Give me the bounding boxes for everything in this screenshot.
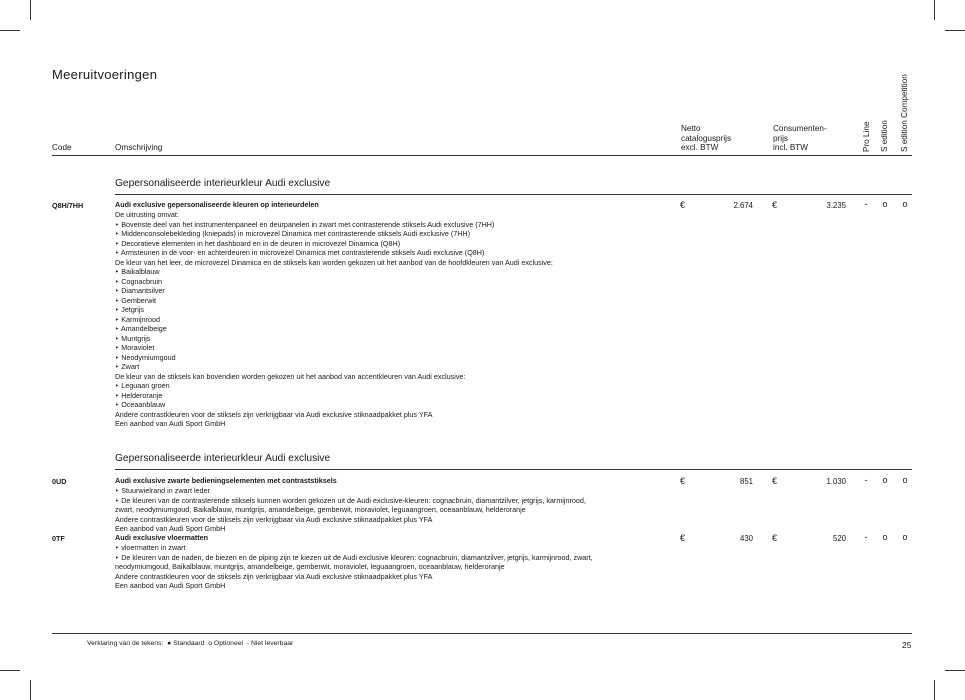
description-line: Andere contrastkleuren voor de stiksels zijn verkrijgbaar via Audi exclusive stiknaadpakket plus YFA: [115, 571, 433, 581]
header-version-s-edition: S edition: [880, 120, 889, 152]
description-line: De kleur van het leer, de microvezel Dinamica en de stiksels kan worden gekozen uit het aanbod van de hoofdkleuren van Audi exclusive:: [115, 257, 553, 267]
description-line: ‣ vloermatten in zwart: [115, 543, 186, 552]
availability-s-edition: o: [882, 475, 888, 485]
legend: [87, 640, 293, 647]
consumer-price: 520: [832, 534, 846, 543]
crop-mark: [0, 30, 20, 31]
description-line: ‣ De kleuren van de contrasterende stiksels kunnen worden gekozen uit de Audi exclusive-kleuren: cognacbruin, diamantzilver, jetgrijs, karmijnrood,: [115, 495, 586, 505]
item-title: [115, 533, 208, 543]
description-line: ‣ Neodymiumgoud: [115, 352, 176, 362]
availability-s-edition-competition: o: [902, 199, 908, 209]
description-line: ‣ Muntgrijs: [115, 333, 151, 343]
description-line: ‣ Middenconsolebekleding (kniepads) in microvezel Dinamica met contrasterende stiksels Audi exclusive (7HH): [115, 229, 470, 238]
description-line: De uitrusting omvat:: [115, 210, 179, 219]
item-title: [115, 200, 319, 210]
header-netto-line: Netto: [681, 124, 701, 133]
consumer-price: 3.235: [826, 201, 846, 210]
description-line: Een aanbod van Audi Sport GmbH: [115, 419, 226, 428]
availability-pro-line: -: [864, 532, 868, 542]
availability-pro-line: -: [864, 199, 868, 209]
description-line: Een aanbod van Audi Sport GmbH: [115, 524, 226, 533]
netto-currency: €: [680, 476, 686, 486]
description-line: ‣ Armsteunen in de voor- en achterdeuren in microvezel Dinamica met contrasterende stiksels Audi exclusive (Q8H): [115, 248, 485, 257]
consumer-currency: €: [772, 533, 778, 543]
footer-rule: [52, 633, 912, 634]
section-rule: [115, 469, 912, 470]
legend-not-available: - Niet leverbaar: [246, 640, 294, 647]
netto-currency: €: [680, 533, 686, 543]
crop-mark: [945, 670, 965, 671]
item-title-text: Audi exclusive gepersonaliseerde kleuren op interieurdelen: [115, 200, 319, 209]
header-version-s-edition-competition: S edition Competition: [900, 74, 909, 152]
page-title: Meeruitvoeringen: [52, 67, 158, 82]
item-title-text: Audi exclusive vloermatten: [115, 533, 209, 542]
section-heading: Gepersonaliseerde interieurkleur Audi exclusive: [115, 178, 331, 189]
item-code: 0UD: [52, 477, 67, 486]
legend-optional: o Optioneel: [208, 640, 244, 647]
description-line: ‣ Zwart: [115, 362, 140, 371]
description-line: ‣ Amandelbeige: [115, 324, 167, 333]
header-netto-line: catalogusprijs: [681, 133, 732, 143]
legend-standard: ● Standaard: [167, 640, 205, 647]
description-line: De kleur van de stiksels kan bovendien worden gekozen uit het aanbod van accentkleuren van Audi exclusive:: [115, 371, 466, 381]
item-title: [115, 476, 337, 486]
availability-s-edition: o: [882, 199, 888, 209]
description-line: ‣ Gemberwit: [115, 295, 156, 305]
crop-mark: [30, 0, 31, 20]
description-line: Een aanbod van Audi Sport GmbH: [115, 581, 226, 590]
netto-price: 851: [739, 477, 753, 486]
description-line: Andere contrastkleuren voor de stiksels zijn verkrijgbaar via Audi exclusive stiknaadpakket plus YFA: [115, 409, 433, 419]
header-netto-line: excl. BTW: [681, 143, 719, 152]
header-consumer: [773, 124, 827, 153]
netto-price: 430: [739, 534, 753, 543]
header-rule: [52, 155, 912, 156]
description-line: ‣ Karmijnrood: [115, 314, 160, 324]
description-line: ‣ Leguaan groen: [115, 381, 170, 390]
netto-price: 2.674: [733, 201, 753, 210]
legend-label: Verklaring van de tekens:: [87, 640, 164, 647]
description-line: ‣ Jetgrijs: [115, 305, 145, 314]
consumer-currency: €: [772, 200, 778, 210]
availability-s-edition-competition: o: [902, 532, 908, 542]
description-line: ‣ Diamantsilver: [115, 286, 165, 295]
header-consumer-line: incl. BTW: [773, 143, 809, 152]
description-line: zwart, neodymiumgoud, Baikalblauw, muntgrijs, amandelbeige, gemberwit, moraviolet, leguaangroen, oceaanblauw, helderoranje: [115, 505, 526, 514]
consumer-price: 1.030: [826, 477, 846, 486]
crop-mark: [934, 680, 935, 700]
section-heading: Gepersonaliseerde interieurkleur Audi exclusive: [115, 453, 331, 464]
netto-currency: €: [680, 200, 686, 210]
description-line: Andere contrastkleuren voor de stiksels zijn verkrijgbaar via Audi exclusive stiknaadpakket plus YFA: [115, 514, 433, 524]
availability-s-edition-competition: o: [902, 475, 908, 485]
section-rule: [115, 194, 912, 195]
description-line: ‣ Stuurwielrand in zwart leder: [115, 486, 210, 495]
header-code: Code: [52, 143, 72, 152]
page-number: 25: [902, 640, 912, 650]
item-code: 0TF: [52, 534, 65, 543]
crop-mark: [30, 680, 31, 700]
header-consumer-line: Consumenten-: [773, 124, 827, 133]
crop-mark: [934, 0, 935, 20]
description-line: ‣ Cognacbruin: [115, 276, 162, 286]
description-line: ‣ Decoratieve elementen in het dashboard en in de deuren in microvezel Dinamica (Q8H): [115, 238, 401, 248]
description-line: ‣ Helderoranje: [115, 390, 163, 400]
item-title-text: Audi exclusive zwarte bedieningselementen met contraststiksels: [115, 476, 337, 485]
availability-pro-line: -: [864, 475, 868, 485]
description-line: ‣ Bovenste deel van het instrumentenpaneel en deurpanelen in zwart met contrasterende stiksels Audi exclusive (7HH): [115, 219, 495, 229]
header-description: Omschrijving: [115, 143, 163, 152]
description-line: ‣ Baikalblauw: [115, 267, 160, 276]
crop-mark: [945, 30, 965, 31]
crop-mark: [0, 670, 20, 671]
description-line: ‣ Oceaanblauw: [115, 400, 166, 409]
description-line: ‣ Moraviolet: [115, 343, 155, 352]
description-line: ‣ De kleuren van de naden, de biezen en de piping zijn te kiezen uit de Audi exclusive kleuren: cognacbruin, diamantzilver, jetgrijs, karmijnrood, zwart,: [115, 552, 593, 562]
header-consumer-line: prijs: [773, 133, 789, 143]
description-line: neodymiumgoud, Baikalblauw, muntgrijs, amandelbeige, gemberwit, moraviolet, leguaangroen, oceaanblauw, helderoranje: [115, 562, 505, 571]
consumer-currency: €: [772, 476, 778, 486]
item-code: Q8H/7HH: [52, 201, 84, 210]
availability-s-edition: o: [882, 532, 888, 542]
header-version-pro-line: Pro Line: [862, 121, 871, 152]
header-netto: [681, 124, 731, 153]
